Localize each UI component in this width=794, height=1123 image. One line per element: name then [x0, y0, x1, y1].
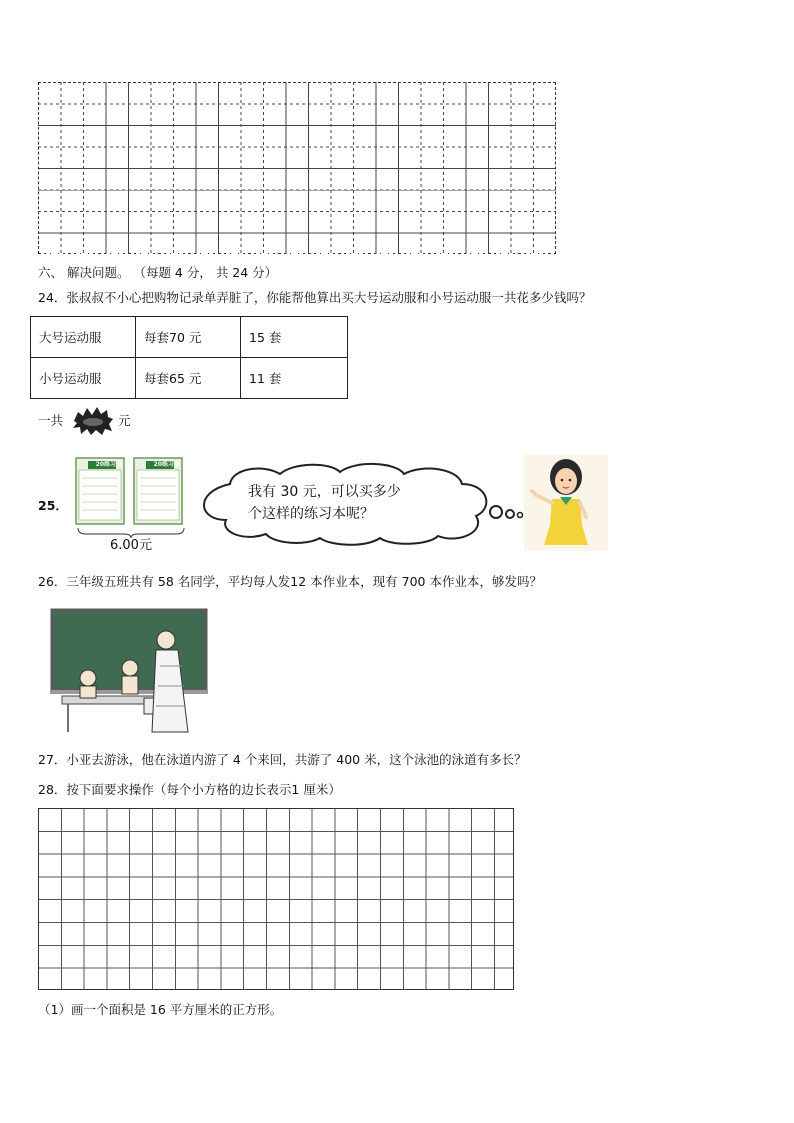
question-25-number: 25．: [38, 498, 68, 513]
question-28-sub-1: （1）画一个面积是 16 平方厘米的正方形。: [38, 1002, 283, 1017]
table-cell: 15 套: [241, 317, 348, 358]
purchase-table: [30, 316, 348, 399]
square-grid[interactable]: [38, 808, 514, 990]
table-row: [31, 317, 348, 358]
total-suffix: 元: [118, 413, 131, 428]
speech-line-2: 个这样的练习本呢？: [248, 506, 374, 522]
question-28: 28．按下面要求操作（每个小方格的边长表示1 厘米）: [38, 782, 341, 797]
table-cell: 小号运动服: [31, 358, 136, 399]
ink-blot-icon: [72, 406, 114, 436]
question-27: 27．小亚去游泳，他在泳道内游了 4 个来回，共游了 400 米，这个泳池的泳道有多长？: [38, 752, 527, 767]
table-cell: 每套70 元: [136, 317, 241, 358]
girl-illustration-icon: [524, 455, 608, 551]
table-cell: 大号运动服: [31, 317, 136, 358]
table-row: [31, 358, 348, 399]
total-prefix: 一共: [38, 413, 64, 428]
table-cell: 每套65 元: [136, 358, 241, 399]
dashed-grid: [38, 82, 556, 254]
notebook-cover-label: 20练习册: [95, 461, 122, 468]
notebook-cover-label: 20练习册: [153, 461, 180, 468]
price-label: 6.00元: [110, 538, 152, 553]
speech-line-1: 我有 30 元，可以买多少: [248, 484, 401, 500]
question-24: 24．张叔叔不小心把购物记录单弄脏了，你能帮他算出买大号运动服和小号运动服一共花多少钱吗？: [38, 290, 592, 305]
classroom-illustration-icon: [48, 606, 212, 736]
question-26: 26．三年级五班共有 58 名同学，平均每人发12 本作业本，现有 700 本作业本，够发吗？: [38, 574, 542, 589]
section-title: 六、 解决问题。 （每题 4 分， 共 24 分）: [38, 265, 278, 280]
table-cell: 11 套: [241, 358, 348, 399]
